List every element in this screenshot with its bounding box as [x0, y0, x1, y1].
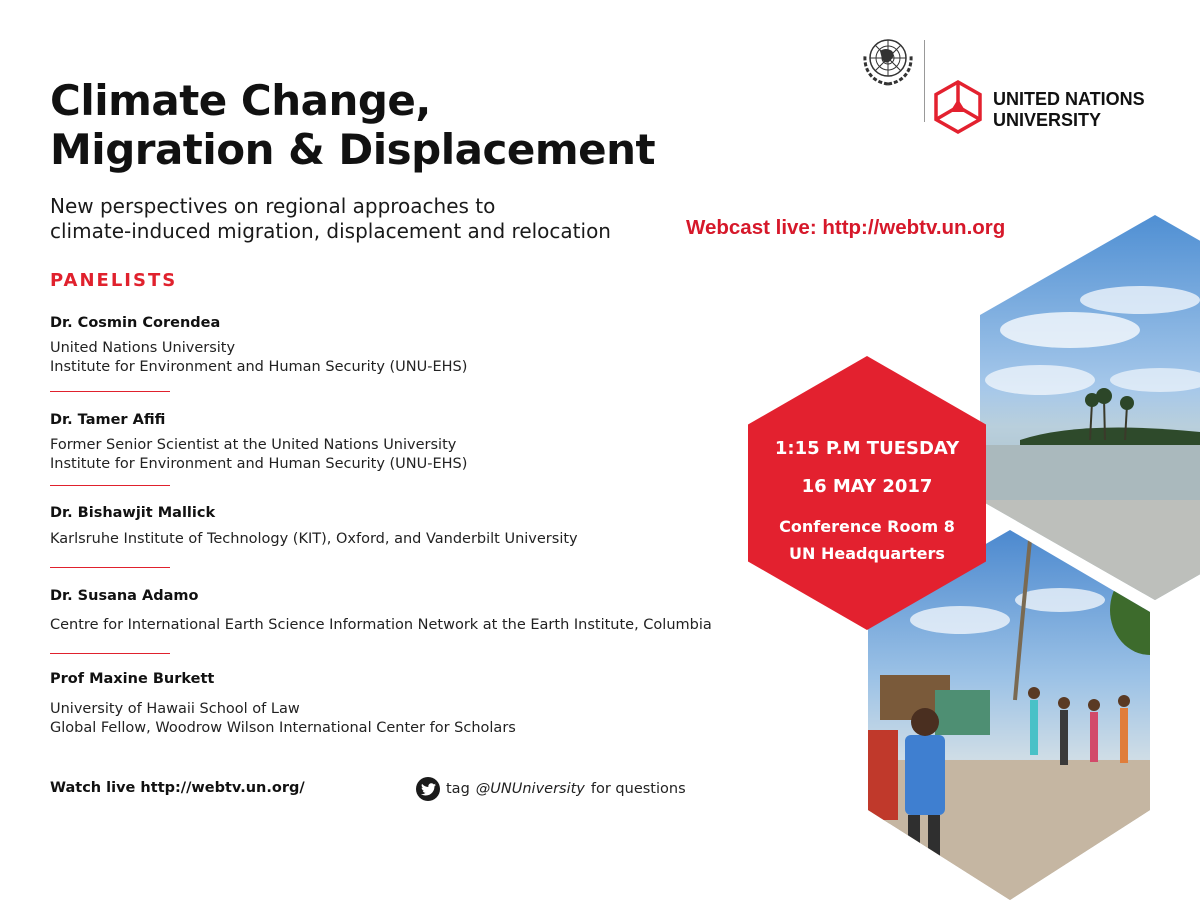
event-venue: UN Headquarters [789, 544, 945, 563]
affiliation-line: United Nations University [50, 340, 236, 356]
unu-wordmark-line-2: UNIVERSITY [993, 110, 1102, 130]
subtitle-line-2: climate-induced migration, displacement and relocation [50, 219, 611, 243]
panelist-name: Dr. Cosmin Corendea [50, 315, 221, 331]
affiliation-line: Karlsruhe Institute of Technology (KIT), Oxford, and Vanderbilt University [50, 531, 578, 547]
panelist-name: Dr. Tamer Afifi [50, 412, 166, 428]
panelist-name: Dr. Bishawjit Mallick [50, 505, 216, 521]
subtitle-line-1: New perspectives on regional approaches to [50, 194, 496, 218]
affiliation-line: Global Fellow, Woodrow Wilson International Center for Scholars [50, 720, 516, 736]
event-room: Conference Room 8 [779, 517, 955, 536]
tag-prefix: tag [446, 781, 470, 797]
event-date: 16 MAY 2017 [801, 476, 933, 497]
panelist-name: Prof Maxine Burkett [50, 671, 215, 687]
title-line-1: Climate Change, [50, 76, 431, 125]
unu-wordmark-line-1: UNITED NATIONS [993, 89, 1145, 109]
panelist-name: Dr. Susana Adamo [50, 588, 199, 604]
event-time: 1:15 P.M TUESDAY [774, 438, 960, 459]
affiliation-line: Institute for Environment and Human Security (UNU-EHS) [50, 456, 468, 472]
affiliation-line: Institute for Environment and Human Security (UNU-EHS) [50, 359, 468, 375]
webcast-link[interactable]: Webcast live: http://webtv.un.org [686, 216, 1006, 239]
panelists-heading: PANELISTS [50, 270, 178, 291]
affiliation-line: University of Hawaii School of Law [50, 701, 300, 717]
affiliation-line: Former Senior Scientist at the United Nations University [50, 437, 457, 453]
twitter-handle[interactable]: @UNUniversity [475, 781, 585, 797]
title-line-2: Migration & Displacement [50, 125, 656, 174]
watch-live-text: Watch live http://webtv.un.org/ [50, 780, 305, 796]
tag-suffix: for questions [590, 781, 686, 797]
affiliation-line: Centre for International Earth Science Information Network at the Earth Institute, Columbia [50, 617, 712, 633]
